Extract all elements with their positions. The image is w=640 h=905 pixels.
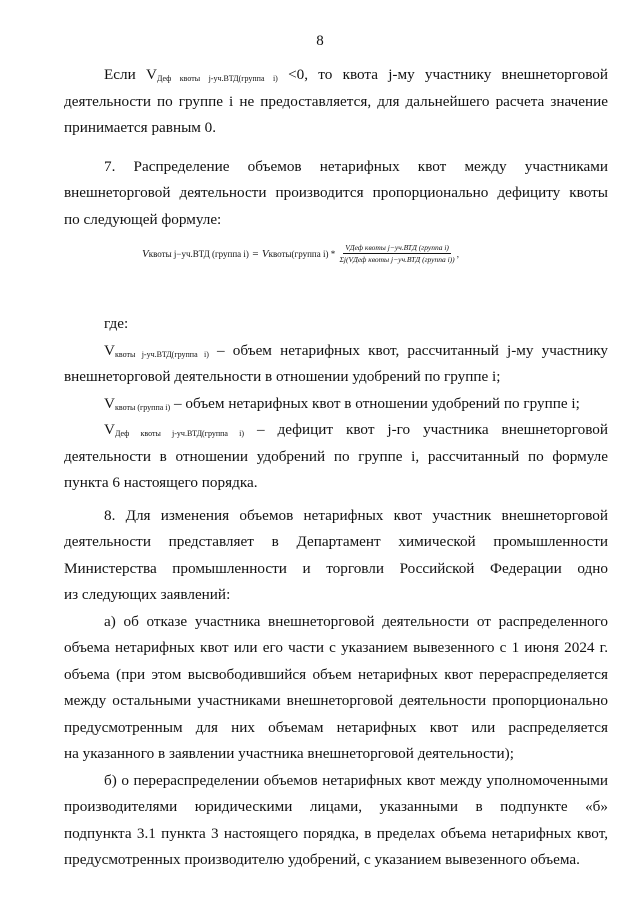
- def-1-line-2: внешнеторговой деятельности в отношении удобрений по группе i;: [64, 368, 501, 385]
- para-if-line-3: принимается равным 0.: [64, 119, 217, 136]
- page-number: 8: [316, 33, 324, 49]
- document-body: [64, 62, 608, 874]
- item-a-line-6: на указанного в заявлении участника внешнеторговой деятельности);: [64, 745, 514, 762]
- item-a-line-4: между остальными участниками внешнеторговой деятельности пропорционально: [64, 692, 608, 709]
- para-7-line-2: внешнеторговой деятельности производится пропорционально дефициту квоты: [64, 184, 608, 201]
- item-a-line-5: предусмотренным для них объемам нетарифных квот или распределяется: [64, 718, 608, 736]
- def-3-line-1: $V_{Деф квоты j-уч.ВТД(группа i)}$ – дефицит квот j-го участника внешнеторговой: [104, 421, 608, 438]
- formula-fraction: [339, 243, 454, 264]
- item-b-line-3: подпункта 3.1 пункта 3 настоящего порядка, в пределах объема нетарифных квот,: [64, 824, 608, 842]
- para-if-line-2: деятельности по группе i не предоставляется, для дальнейшего расчета значение: [64, 92, 608, 110]
- para-7-line-1: 7. Распределение объемов нетарифных квот между участниками: [104, 157, 608, 175]
- formula-denominator: Σj(VДеф квоты j−уч.ВТД (группа i)): [339, 255, 455, 264]
- def-2-line: $V_{квоты (группа i)}$ – объем нетарифных квот в отношении удобрений по группе i;: [104, 394, 580, 412]
- item-a-line-1: а) об отказе участника внешнеторговой деятельности от распределенного: [104, 612, 608, 630]
- formula-block: [64, 233, 608, 311]
- para-8-line-1: 8. Для изменения объемов нетарифных квот участник внешнеторговой: [104, 506, 608, 524]
- para-8-line-2: деятельности представляет в Департамент химической промышленности: [64, 533, 608, 550]
- where-label: где:: [104, 315, 129, 332]
- para-if-line-1: Если $V_{Деф квоты j-уч.ВТД(группа i)} <0$, то квота j-му участнику внешнеторговой: [104, 66, 608, 83]
- distribution-formula: V квоты j−уч.ВТД (группа i) = V квоты(группа i) * $\frac{\text{VДеф квоты j−уч.ВТД (группа i)}}{\text{Σj(VДеф квоты j−уч.ВТД (группа i))}}$ ,: [142, 243, 459, 264]
- item-a-line-2: объема нетарифных квот или его части с указанием вывезенного с 1 июня 2024 г.: [64, 639, 608, 656]
- def-3-line-3: пункта 6 настоящего порядка.: [64, 474, 258, 491]
- def-3-line-2: деятельности в отношении удобрений по группе i, рассчитанный по формуле: [64, 447, 608, 465]
- para-8-line-4: из следующих заявлений:: [64, 586, 231, 603]
- item-b-line-2: производителями юридическими лицами, указанными в подпункте «б»: [64, 798, 608, 815]
- para-8-line-3: Министерства промышленности и торговли Российской Федерации одно: [64, 559, 608, 577]
- formula-numerator: VДеф квоты j−уч.ВТД (группа i): [345, 243, 449, 252]
- item-a-line-3: объема (при этом высвободившийся объем нетарифных квот перераспределяется: [64, 665, 608, 683]
- def-1-line-1: $V_{квоты j-уч.ВТД(группа i)}$ – объем нетарифных квот, рассчитанный j-му участнику: [104, 341, 608, 359]
- para-7-line-3: по следующей формуле:: [64, 210, 222, 228]
- item-b-line-4: предусмотренных производителю удобрений, с указанием вывезенного объема.: [64, 851, 580, 868]
- item-b-line-1: б) о перераспределении объемов нетарифных квот между уполномоченными: [104, 771, 608, 789]
